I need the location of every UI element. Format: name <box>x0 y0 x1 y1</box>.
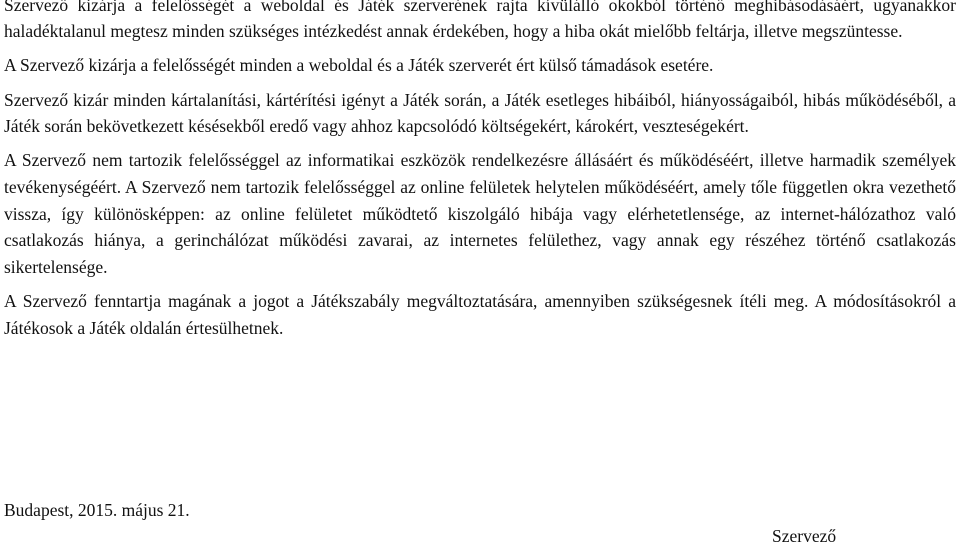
document-body <box>4 0 956 342</box>
paragraph-it-liability: A Szervező nem tartozik felelősséggel az informatikai eszközök rendelkezésre állásáért és működéséért, illetve harmadik személyek tevékenységéért. A Szervező nem tartozik felelősséggel az online felületek helytelen működéséért, amely tőle független okra vezethető vissza, így különösképpen: az online felületet működtető kiszolgáló hibája vagy elérhetetlensége, az internet-hálózathoz való csatlakozás hiánya, a gerinchálózat működési zavarai, az internetes felülethez, vagy annak egy részéhez történő csatlakozás sikertelensége. <box>4 150 956 277</box>
paragraph-compensation-exclusion: Szervező kizár minden kártalanítási, kártérítési igényt a Játék során, a Játék esetleges hibáiból, hiányosságaiból, hibás működéséből, a Játék során bekövetkezett késésekből eredő vagy ahhoz kapcsolódó költségekért, károkért, veszteségekért. <box>4 89 956 136</box>
paragraph-external-attacks: A Szervező kizárja a felelősségét minden a weboldal és a Játék szerverét ért külső támadások esetére. <box>4 55 714 75</box>
place-and-date: Budapest, 2015. május 21. <box>4 500 190 520</box>
paragraph-server-failure: Szervező kizárja a felelősségét a weboldal és Játék szerverének rajta kívülálló okokból történő meghibásodásáért, ugyanakkor haladéktalanul megtesz minden szükséges intézkedést annak érdekében, hogy a hiba okát mielőbb feltárja, illetve megszüntesse. <box>4 0 956 41</box>
signature-organizer: Szervező <box>772 526 837 546</box>
paragraph-rule-modification: A Szervező fenntartja magának a jogot a Játékszabály megváltoztatására, amennyiben szükségesnek ítéli meg. A módosításokról a Játékosok a Játék oldalán értesülhetnek. <box>4 291 956 338</box>
